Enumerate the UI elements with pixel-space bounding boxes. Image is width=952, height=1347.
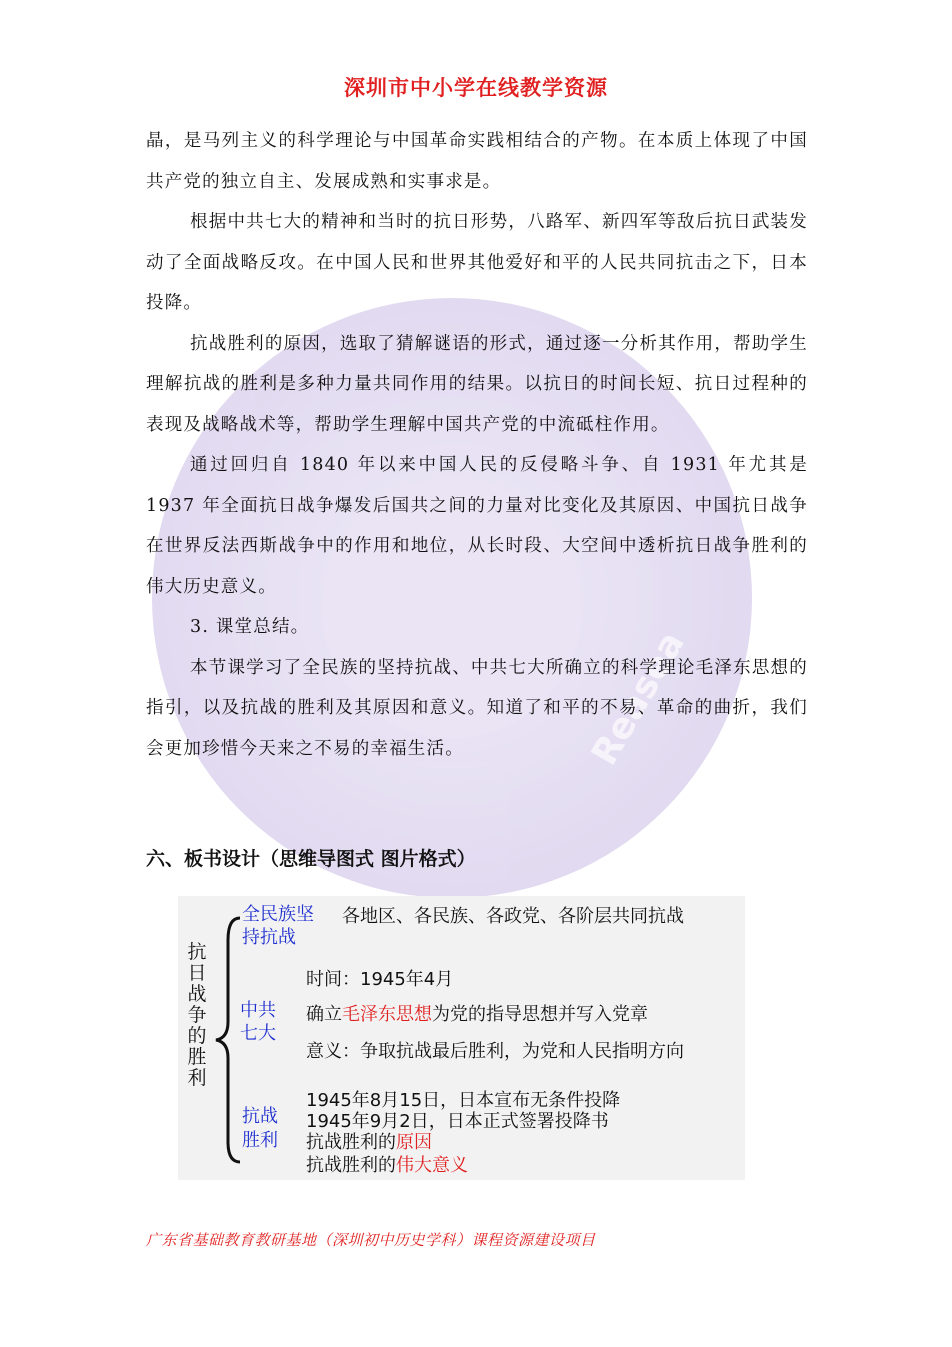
page-header-title: 深圳市中小学在线教学资源 [344,76,608,100]
page-footer: 广东省基础教育教研基地（深圳初中历史学科）课程资源建设项目 [146,1231,596,1249]
branch-3-line4 [306,1155,468,1177]
paragraph-6: 本节课学习了全民族的坚持抗战、中共七大所确立的科学理论毛泽东思想的指引，以及抗战的胜利及其原因和意义。知道了和平的不易、革命的曲折，我们会更加珍惜今天来之不易的幸福生活。 [146,657,808,759]
branch-2-label-line2: 七大 [240,1023,276,1044]
line3-highlight: 原因 [396,1132,432,1153]
paragraph-1: 晶，是马列主义的科学理论与中国革命实践相结合的产物。在本质上体现了中国共产党的独立自主、发展成熟和实事求是。 [146,131,808,192]
branch-3-line2: 1945年9月2日，日本正式签署投降书 [306,1111,609,1132]
line3-pre: 抗战胜利的 [306,1132,396,1153]
branch-2-meaning: 意义：争取抗战最后胜利，为党和人民指明方向 [306,1041,684,1062]
establish-pre: 确立 [306,1004,342,1025]
branch-2-establish [306,1004,648,1026]
branch-1-item: 各地区、各民族、各政党、各阶层共同抗战 [342,906,684,927]
branch-3-line3 [306,1132,432,1154]
watermark-text: Reasea [584,624,694,773]
paragraph-3: 抗战胜利的原因，选取了猜解谜语的形式，通过逐一分析其作用，帮助学生理解抗战的胜利是多种力量共同作用的结果。以抗日的时间长短、抗日过程种的表现及战略战术等，帮助学生理解中国共产党的中流砥柱作用。 [146,333,808,435]
branch-3-label-line1: 抗战 [242,1106,278,1127]
paragraph-5: 3. 课堂总结。 [190,617,310,637]
line4-pre: 抗战胜利的 [306,1155,396,1176]
section-heading: 六、板书设计（思维导图式 图片格式） [146,848,476,870]
paragraph-2: 根据中共七大的精神和当时的抗日形势，八路军、新四军等敌后抗日武装发动了全面战略反攻。在中国人民和世界其他爱好和平的人民共同抗击之下，日本投降。 [146,212,808,313]
branch-1-label-line1: 全民族坚 [242,904,314,925]
branch-1-label-line2: 持抗战 [242,927,296,948]
branch-3-label-line2: 胜利 [242,1130,278,1151]
line4-highlight: 伟大意义 [396,1155,468,1176]
branch-2-label-line1: 中共 [240,1000,276,1021]
establish-highlight: 毛泽东思想 [342,1004,432,1025]
mindmap-image [178,896,745,1180]
branch-2-time: 时间：1945年4月 [306,969,454,990]
main-content [146,121,808,769]
branch-3-line1: 1945年8月15日，日本宣布无条件投降 [306,1090,621,1111]
paragraph-4: 通过回归自 1840 年以来中国人民的反侵略斗争、自 1931 年尤其是 1937 年全面抗日战争爆发后国共之间的力量对比变化及其原因、中国抗日战争在世界反法西斯战争中的作用和地位，从长时段、大空间中透析抗日战争胜利的伟大历史意义。 [146,455,808,597]
establish-post: 为党的指导思想并写入党章 [432,1004,648,1025]
mindmap-title: 抗日战争的胜利 [187,941,207,1089]
